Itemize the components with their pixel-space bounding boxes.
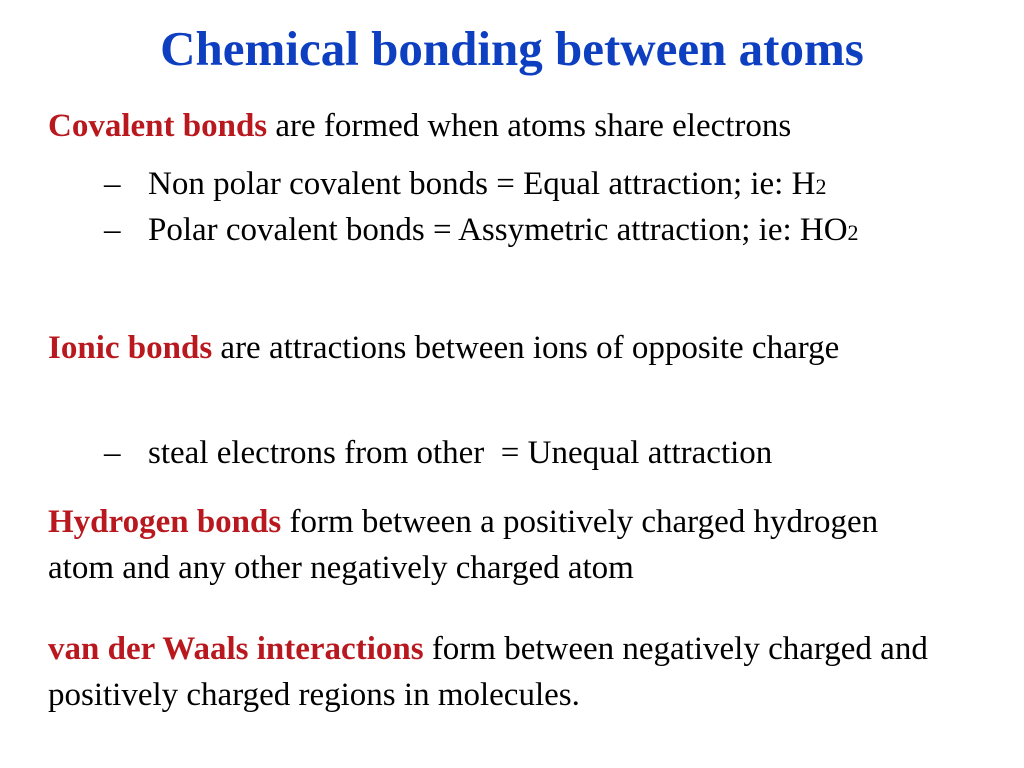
nonpolar-bullet-text — [148, 161, 984, 210]
ionic-bonds-term: Ionic bonds — [48, 330, 213, 366]
slide-title: Chemical bonding between atoms — [160, 21, 864, 76]
dash-bullet: – — [104, 212, 121, 248]
dash-bullet: – — [104, 435, 121, 471]
ionic-bullet — [104, 430, 984, 476]
covalent-bonds-description: are formed when atoms share electrons — [267, 108, 792, 144]
nonpolar-text: Non polar covalent bonds = Equal attraction; ie: H — [148, 166, 816, 202]
ionic-bullet-text: steal electrons from other = Unequal attraction — [148, 435, 773, 471]
nonpolar-subscript: 2 — [815, 174, 827, 199]
dash-bullet: – — [104, 166, 121, 202]
hydrogen-bonds-description: form between a positively charged hydrogen atom and any other negatively charged atom — [48, 504, 879, 586]
hydrogen-bonds-term: Hydrogen bonds — [48, 504, 282, 540]
polar-bullet — [104, 207, 984, 256]
ionic-bonds-paragraph — [48, 325, 988, 371]
van-der-waals-description: form between negatively charged and positively charged regions in molecules. — [48, 631, 928, 713]
polar-bullet-text — [148, 207, 938, 256]
covalent-bonds-paragraph — [48, 103, 988, 149]
nonpolar-bullet — [104, 161, 984, 210]
polar-text: Polar covalent bonds = Assymetric attraction; ie: HO — [148, 212, 848, 248]
van-der-waals-paragraph — [48, 626, 948, 718]
ionic-bonds-description: are attractions between ions of opposite charge — [212, 330, 840, 366]
van-der-waals-term: van der Waals interactions — [48, 631, 424, 667]
polar-subscript: 2 — [847, 220, 859, 245]
covalent-bonds-term: Covalent bonds — [48, 108, 268, 144]
hydrogen-bonds-paragraph — [48, 499, 928, 591]
